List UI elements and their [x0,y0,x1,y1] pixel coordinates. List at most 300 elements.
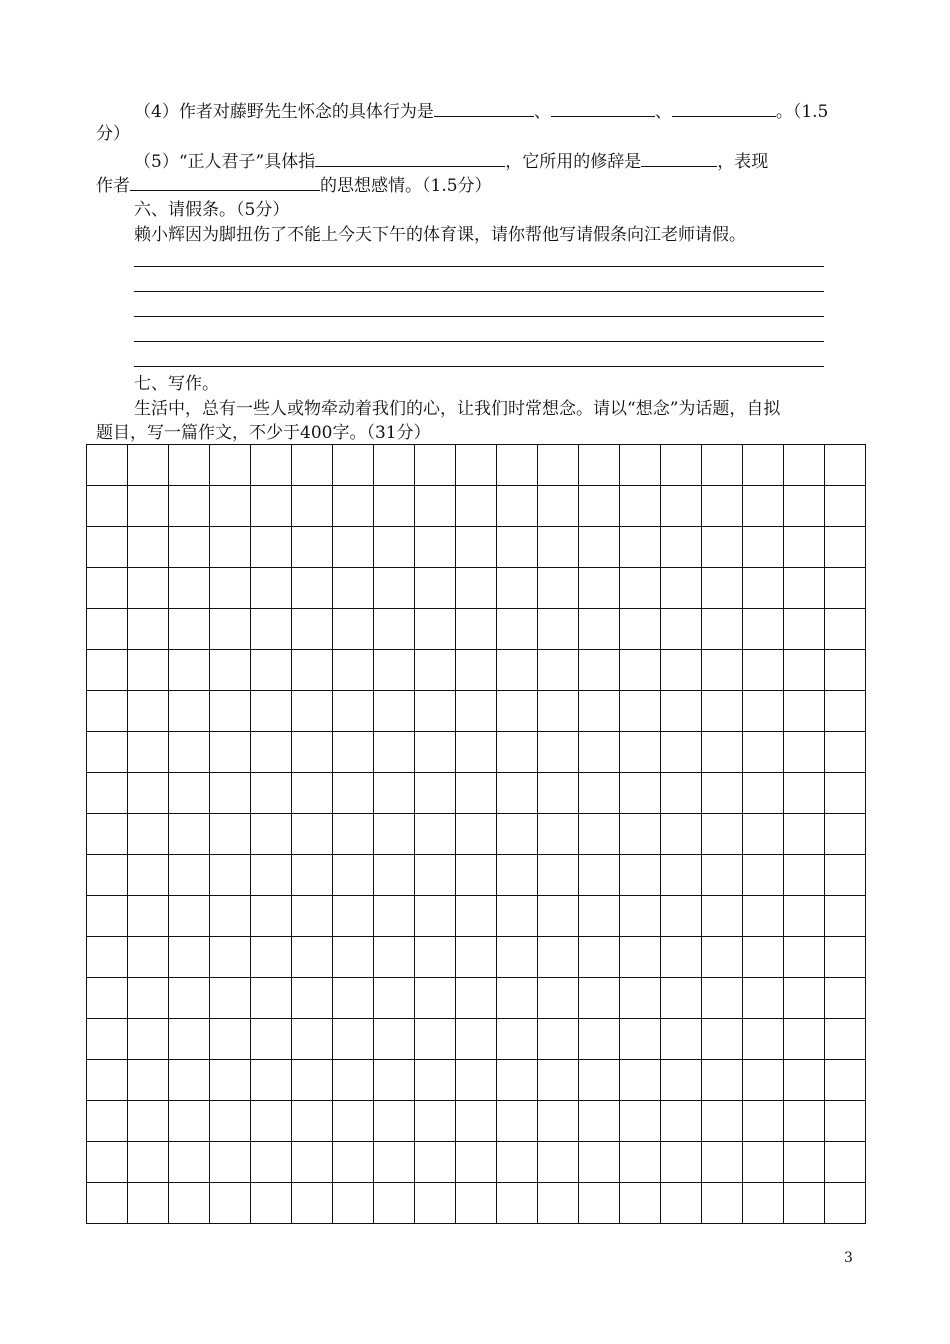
grid-cell[interactable] [579,1060,620,1101]
grid-cell[interactable] [456,568,497,609]
grid-cell[interactable] [374,1019,415,1060]
grid-cell[interactable] [702,650,743,691]
grid-cell[interactable] [169,896,210,937]
answer-blank[interactable] [551,98,655,117]
grid-cell[interactable] [251,486,292,527]
grid-cell[interactable] [784,445,825,486]
grid-cell[interactable] [743,896,784,937]
grid-cell[interactable] [702,1019,743,1060]
grid-cell[interactable] [784,609,825,650]
grid-cell[interactable] [784,855,825,896]
grid-cell[interactable] [210,732,251,773]
grid-cell[interactable] [251,1183,292,1224]
grid-cell[interactable] [374,855,415,896]
grid-cell[interactable] [620,732,661,773]
grid-cell[interactable] [169,855,210,896]
grid-cell[interactable] [87,650,128,691]
grid-cell[interactable] [784,773,825,814]
grid-cell[interactable] [169,1019,210,1060]
grid-cell[interactable] [620,527,661,568]
grid-cell[interactable] [661,1019,702,1060]
grid-cell[interactable] [333,1101,374,1142]
grid-cell[interactable] [169,937,210,978]
grid-cell[interactable] [251,773,292,814]
grid-cell[interactable] [538,773,579,814]
grid-cell[interactable] [210,937,251,978]
grid-cell[interactable] [374,937,415,978]
grid-cell[interactable] [210,1101,251,1142]
grid-cell[interactable] [825,1142,866,1183]
grid-cell[interactable] [579,732,620,773]
grid-cell[interactable] [251,1101,292,1142]
grid-cell[interactable] [497,855,538,896]
grid-cell[interactable] [702,855,743,896]
grid-cell[interactable] [292,609,333,650]
grid-cell[interactable] [251,1060,292,1101]
grid-cell[interactable] [702,486,743,527]
grid-cell[interactable] [784,1142,825,1183]
grid-cell[interactable] [87,691,128,732]
grid-cell[interactable] [128,527,169,568]
grid-cell[interactable] [415,1019,456,1060]
grid-cell[interactable] [292,773,333,814]
grid-cell[interactable] [702,937,743,978]
grid-cell[interactable] [292,650,333,691]
grid-cell[interactable] [661,527,702,568]
answer-blank[interactable] [315,148,505,167]
grid-cell[interactable] [87,609,128,650]
grid-cell[interactable] [620,691,661,732]
grid-cell[interactable] [169,691,210,732]
grid-cell[interactable] [169,1142,210,1183]
grid-cell[interactable] [620,1101,661,1142]
grid-cell[interactable] [497,937,538,978]
grid-cell[interactable] [87,527,128,568]
grid-cell[interactable] [538,1060,579,1101]
grid-cell[interactable] [374,650,415,691]
grid-cell[interactable] [251,814,292,855]
grid-cell[interactable] [620,445,661,486]
grid-cell[interactable] [251,855,292,896]
answer-blank[interactable] [130,172,320,191]
grid-cell[interactable] [169,1101,210,1142]
grid-cell[interactable] [743,978,784,1019]
grid-cell[interactable] [415,814,456,855]
grid-cell[interactable] [743,937,784,978]
grid-cell[interactable] [333,527,374,568]
grid-cell[interactable] [292,691,333,732]
answer-blank[interactable] [434,98,534,117]
grid-cell[interactable] [497,814,538,855]
grid-cell[interactable] [456,814,497,855]
grid-cell[interactable] [210,568,251,609]
grid-cell[interactable] [661,568,702,609]
grid-cell[interactable] [620,609,661,650]
grid-cell[interactable] [292,1183,333,1224]
grid-cell[interactable] [251,691,292,732]
grid-cell[interactable] [333,1019,374,1060]
grid-cell[interactable] [251,1019,292,1060]
grid-cell[interactable] [251,445,292,486]
grid-cell[interactable] [251,732,292,773]
grid-cell[interactable] [620,486,661,527]
grid-cell[interactable] [743,527,784,568]
grid-cell[interactable] [784,896,825,937]
grid-cell[interactable] [620,773,661,814]
grid-cell[interactable] [538,527,579,568]
grid-cell[interactable] [251,978,292,1019]
grid-cell[interactable] [456,445,497,486]
grid-cell[interactable] [210,691,251,732]
grid-cell[interactable] [825,486,866,527]
grid-cell[interactable] [661,855,702,896]
grid-cell[interactable] [333,650,374,691]
writing-line[interactable] [134,341,824,342]
grid-cell[interactable] [169,978,210,1019]
grid-cell[interactable] [825,568,866,609]
grid-cell[interactable] [456,896,497,937]
grid-cell[interactable] [169,445,210,486]
grid-cell[interactable] [825,814,866,855]
grid-cell[interactable] [415,1060,456,1101]
grid-cell[interactable] [497,568,538,609]
grid-cell[interactable] [620,1183,661,1224]
grid-cell[interactable] [292,855,333,896]
grid-cell[interactable] [702,773,743,814]
writing-line[interactable] [134,266,824,267]
grid-cell[interactable] [702,732,743,773]
grid-cell[interactable] [825,855,866,896]
grid-cell[interactable] [333,937,374,978]
grid-cell[interactable] [374,527,415,568]
grid-cell[interactable] [210,486,251,527]
grid-cell[interactable] [825,773,866,814]
grid-cell[interactable] [87,814,128,855]
grid-cell[interactable] [579,937,620,978]
grid-cell[interactable] [456,773,497,814]
grid-cell[interactable] [661,978,702,1019]
grid-cell[interactable] [538,732,579,773]
grid-cell[interactable] [456,1142,497,1183]
grid-cell[interactable] [661,937,702,978]
grid-cell[interactable] [661,773,702,814]
grid-cell[interactable] [825,937,866,978]
grid-cell[interactable] [825,1183,866,1224]
grid-cell[interactable] [415,486,456,527]
grid-cell[interactable] [87,1060,128,1101]
grid-cell[interactable] [251,896,292,937]
grid-cell[interactable] [825,650,866,691]
grid-cell[interactable] [292,896,333,937]
grid-cell[interactable] [620,650,661,691]
grid-cell[interactable] [374,896,415,937]
grid-cell[interactable] [456,937,497,978]
grid-cell[interactable] [784,1060,825,1101]
grid-cell[interactable] [497,650,538,691]
grid-cell[interactable] [825,1019,866,1060]
grid-cell[interactable] [374,568,415,609]
grid-cell[interactable] [128,1019,169,1060]
grid-cell[interactable] [415,732,456,773]
grid-cell[interactable] [702,609,743,650]
grid-cell[interactable] [87,732,128,773]
grid-cell[interactable] [415,609,456,650]
grid-cell[interactable] [87,937,128,978]
grid-cell[interactable] [538,937,579,978]
grid-cell[interactable] [702,814,743,855]
grid-cell[interactable] [825,445,866,486]
grid-cell[interactable] [661,732,702,773]
grid-cell[interactable] [128,1101,169,1142]
grid-cell[interactable] [210,1183,251,1224]
grid-cell[interactable] [292,568,333,609]
grid-cell[interactable] [251,609,292,650]
grid-cell[interactable] [374,445,415,486]
grid-cell[interactable] [169,486,210,527]
grid-cell[interactable] [210,527,251,568]
answer-blank[interactable] [672,98,776,117]
grid-cell[interactable] [497,609,538,650]
grid-cell[interactable] [497,691,538,732]
grid-cell[interactable] [251,527,292,568]
grid-cell[interactable] [620,568,661,609]
grid-cell[interactable] [333,1142,374,1183]
grid-cell[interactable] [743,814,784,855]
grid-cell[interactable] [456,978,497,1019]
grid-cell[interactable] [784,978,825,1019]
grid-cell[interactable] [661,814,702,855]
grid-cell[interactable] [456,486,497,527]
grid-cell[interactable] [620,1060,661,1101]
grid-cell[interactable] [128,1142,169,1183]
grid-cell[interactable] [579,1183,620,1224]
grid-cell[interactable] [415,1183,456,1224]
grid-cell[interactable] [128,445,169,486]
grid-cell[interactable] [620,1142,661,1183]
grid-cell[interactable] [497,527,538,568]
grid-cell[interactable] [579,691,620,732]
answer-blank[interactable] [641,148,717,167]
grid-cell[interactable] [825,732,866,773]
grid-cell[interactable] [538,1142,579,1183]
grid-cell[interactable] [538,1101,579,1142]
grid-cell[interactable] [784,527,825,568]
grid-cell[interactable] [579,1142,620,1183]
writing-line[interactable] [134,366,824,367]
grid-cell[interactable] [702,1183,743,1224]
grid-cell[interactable] [169,609,210,650]
grid-cell[interactable] [374,609,415,650]
grid-cell[interactable] [333,691,374,732]
grid-cell[interactable] [579,1101,620,1142]
grid-cell[interactable] [579,1019,620,1060]
grid-cell[interactable] [415,1142,456,1183]
grid-cell[interactable] [702,1060,743,1101]
grid-cell[interactable] [497,1060,538,1101]
grid-cell[interactable] [825,978,866,1019]
grid-cell[interactable] [128,568,169,609]
grid-cell[interactable] [497,1101,538,1142]
grid-cell[interactable] [87,978,128,1019]
grid-cell[interactable] [743,1142,784,1183]
grid-cell[interactable] [292,937,333,978]
grid-cell[interactable] [538,650,579,691]
grid-cell[interactable] [743,691,784,732]
grid-cell[interactable] [128,732,169,773]
grid-cell[interactable] [784,691,825,732]
grid-cell[interactable] [497,896,538,937]
grid-cell[interactable] [497,773,538,814]
grid-cell[interactable] [784,814,825,855]
grid-cell[interactable] [579,527,620,568]
grid-cell[interactable] [292,978,333,1019]
grid-cell[interactable] [292,1142,333,1183]
grid-cell[interactable] [825,1101,866,1142]
grid-cell[interactable] [702,1142,743,1183]
grid-cell[interactable] [702,978,743,1019]
grid-cell[interactable] [743,855,784,896]
grid-cell[interactable] [415,978,456,1019]
grid-cell[interactable] [497,732,538,773]
grid-cell[interactable] [702,1101,743,1142]
grid-cell[interactable] [538,814,579,855]
grid-cell[interactable] [87,568,128,609]
grid-cell[interactable] [415,937,456,978]
grid-cell[interactable] [661,486,702,527]
grid-cell[interactable] [456,691,497,732]
grid-cell[interactable] [784,1183,825,1224]
grid-cell[interactable] [538,1183,579,1224]
grid-cell[interactable] [333,773,374,814]
grid-cell[interactable] [333,486,374,527]
grid-cell[interactable] [333,1183,374,1224]
grid-cell[interactable] [87,773,128,814]
grid-cell[interactable] [743,609,784,650]
grid-cell[interactable] [661,1101,702,1142]
grid-cell[interactable] [333,445,374,486]
grid-cell[interactable] [825,527,866,568]
grid-cell[interactable] [497,486,538,527]
grid-cell[interactable] [743,1019,784,1060]
grid-cell[interactable] [169,814,210,855]
grid-cell[interactable] [784,486,825,527]
grid-cell[interactable] [128,814,169,855]
grid-cell[interactable] [538,445,579,486]
grid-cell[interactable] [579,445,620,486]
grid-cell[interactable] [251,1142,292,1183]
grid-cell[interactable] [497,445,538,486]
grid-cell[interactable] [702,568,743,609]
grid-cell[interactable] [128,691,169,732]
grid-cell[interactable] [743,1101,784,1142]
grid-cell[interactable] [128,937,169,978]
grid-cell[interactable] [743,650,784,691]
grid-cell[interactable] [497,1183,538,1224]
grid-cell[interactable] [128,1183,169,1224]
grid-cell[interactable] [456,1101,497,1142]
grid-cell[interactable] [128,978,169,1019]
grid-cell[interactable] [456,1019,497,1060]
grid-cell[interactable] [702,445,743,486]
grid-cell[interactable] [415,527,456,568]
grid-cell[interactable] [333,896,374,937]
grid-cell[interactable] [169,1183,210,1224]
grid-cell[interactable] [620,896,661,937]
grid-cell[interactable] [210,1019,251,1060]
grid-cell[interactable] [169,773,210,814]
writing-line[interactable] [134,291,824,292]
grid-cell[interactable] [87,1019,128,1060]
grid-cell[interactable] [743,1183,784,1224]
grid-cell[interactable] [579,896,620,937]
grid-cell[interactable] [579,814,620,855]
grid-cell[interactable] [456,855,497,896]
grid-cell[interactable] [702,527,743,568]
grid-cell[interactable] [620,814,661,855]
grid-cell[interactable] [374,486,415,527]
grid-cell[interactable] [210,814,251,855]
grid-cell[interactable] [292,527,333,568]
grid-cell[interactable] [415,1101,456,1142]
grid-cell[interactable] [538,978,579,1019]
grid-cell[interactable] [87,1101,128,1142]
grid-cell[interactable] [292,1019,333,1060]
grid-cell[interactable] [128,896,169,937]
grid-cell[interactable] [620,978,661,1019]
grid-cell[interactable] [333,1060,374,1101]
grid-cell[interactable] [374,691,415,732]
grid-cell[interactable] [579,609,620,650]
grid-cell[interactable] [497,1019,538,1060]
grid-cell[interactable] [128,486,169,527]
grid-cell[interactable] [702,691,743,732]
grid-cell[interactable] [538,609,579,650]
grid-cell[interactable] [210,445,251,486]
grid-cell[interactable] [415,773,456,814]
grid-cell[interactable] [579,650,620,691]
grid-cell[interactable] [333,814,374,855]
grid-cell[interactable] [210,773,251,814]
grid-cell[interactable] [210,1142,251,1183]
grid-cell[interactable] [743,445,784,486]
grid-cell[interactable] [333,732,374,773]
grid-cell[interactable] [661,445,702,486]
grid-cell[interactable] [579,486,620,527]
grid-cell[interactable] [497,1142,538,1183]
grid-cell[interactable] [374,978,415,1019]
grid-cell[interactable] [538,896,579,937]
grid-cell[interactable] [292,486,333,527]
grid-cell[interactable] [292,445,333,486]
grid-cell[interactable] [415,650,456,691]
grid-cell[interactable] [497,978,538,1019]
grid-cell[interactable] [87,486,128,527]
grid-cell[interactable] [210,1060,251,1101]
grid-cell[interactable] [456,609,497,650]
grid-cell[interactable] [374,1183,415,1224]
grid-cell[interactable] [292,814,333,855]
grid-cell[interactable] [456,732,497,773]
grid-cell[interactable] [87,1183,128,1224]
grid-cell[interactable] [825,1060,866,1101]
grid-cell[interactable] [169,527,210,568]
grid-cell[interactable] [415,568,456,609]
grid-cell[interactable] [620,1019,661,1060]
grid-cell[interactable] [538,486,579,527]
grid-cell[interactable] [210,650,251,691]
grid-cell[interactable] [661,1060,702,1101]
grid-cell[interactable] [743,773,784,814]
